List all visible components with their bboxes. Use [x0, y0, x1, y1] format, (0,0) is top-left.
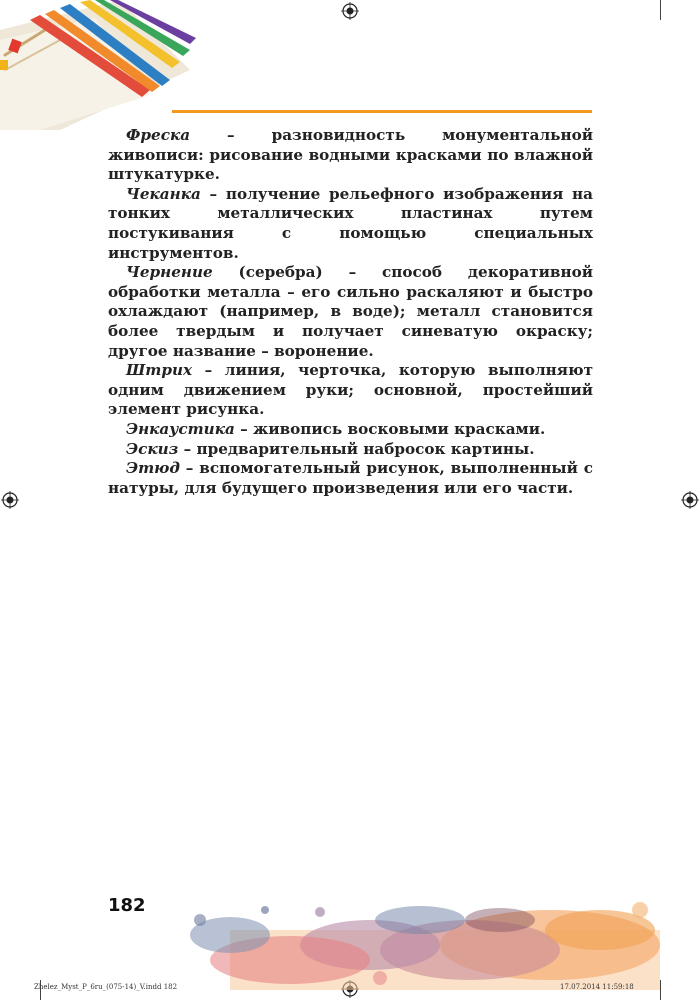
glossary-term: Чеканка [126, 184, 201, 203]
glossary-definition: – разновидность монументальной живописи: рисование водными красками по влажной штукатурке. [108, 126, 593, 184]
glossary-term: Эскиз [126, 439, 179, 458]
glossary-term: Чернение [126, 263, 213, 282]
glossary-definition: – предварительный набросок картины. [178, 439, 535, 458]
glossary-definition: – вспомогательный рисунок, выполненный с натуры, для будущего произведения или его части. [108, 459, 593, 497]
glossary-note: (серебра) [212, 263, 323, 282]
print-footer-timestamp: 17.07.2014 11:59:18 [560, 983, 634, 991]
glossary-definition: – линия, черточка, которую выполняют одним движением руки; основной, простейший элемент рисунка. [108, 361, 593, 419]
crop-mark [660, 980, 661, 1000]
glossary [108, 126, 593, 498]
glossary-definition: – живопись восковыми красками. [234, 419, 546, 438]
glossary-definition: – получение рельефного изображения на тонких металлических пластинах путем постукивания с помощью специальных инструментов. [108, 184, 593, 262]
glossary-entry [108, 440, 593, 460]
glossary-entry [108, 459, 593, 498]
glossary-entry [108, 420, 593, 440]
glossary-term: Фреска [126, 126, 191, 144]
glossary-entry [108, 361, 593, 420]
pencils-illustration [0, 0, 200, 130]
crop-mark [660, 0, 661, 20]
page-number: 182 [108, 895, 146, 916]
glossary-entry [108, 263, 593, 361]
accent-rule [172, 110, 592, 113]
glossary-term: Энкаустика [126, 419, 235, 438]
glossary-entry [108, 126, 593, 185]
glossary-entry [108, 185, 593, 263]
print-footer-file: Zhelez_Myst_P_6ru_(075-14)_V.indd 182 [34, 983, 178, 991]
registration-mark-icon [1, 491, 19, 509]
glossary-term: Этюд [126, 459, 180, 478]
registration-mark-icon [681, 491, 699, 509]
paint-splash-decoration [170, 890, 660, 990]
glossary-term: Штрих [126, 361, 193, 380]
registration-mark-icon [341, 2, 359, 20]
glossary-definition: – способ декоративной обработки металла – его сильно раскаляют и быстро охлаждают (например, в воде); металл становится более твердым и получает синеватую окраску; другое название – воронение. [108, 263, 593, 360]
